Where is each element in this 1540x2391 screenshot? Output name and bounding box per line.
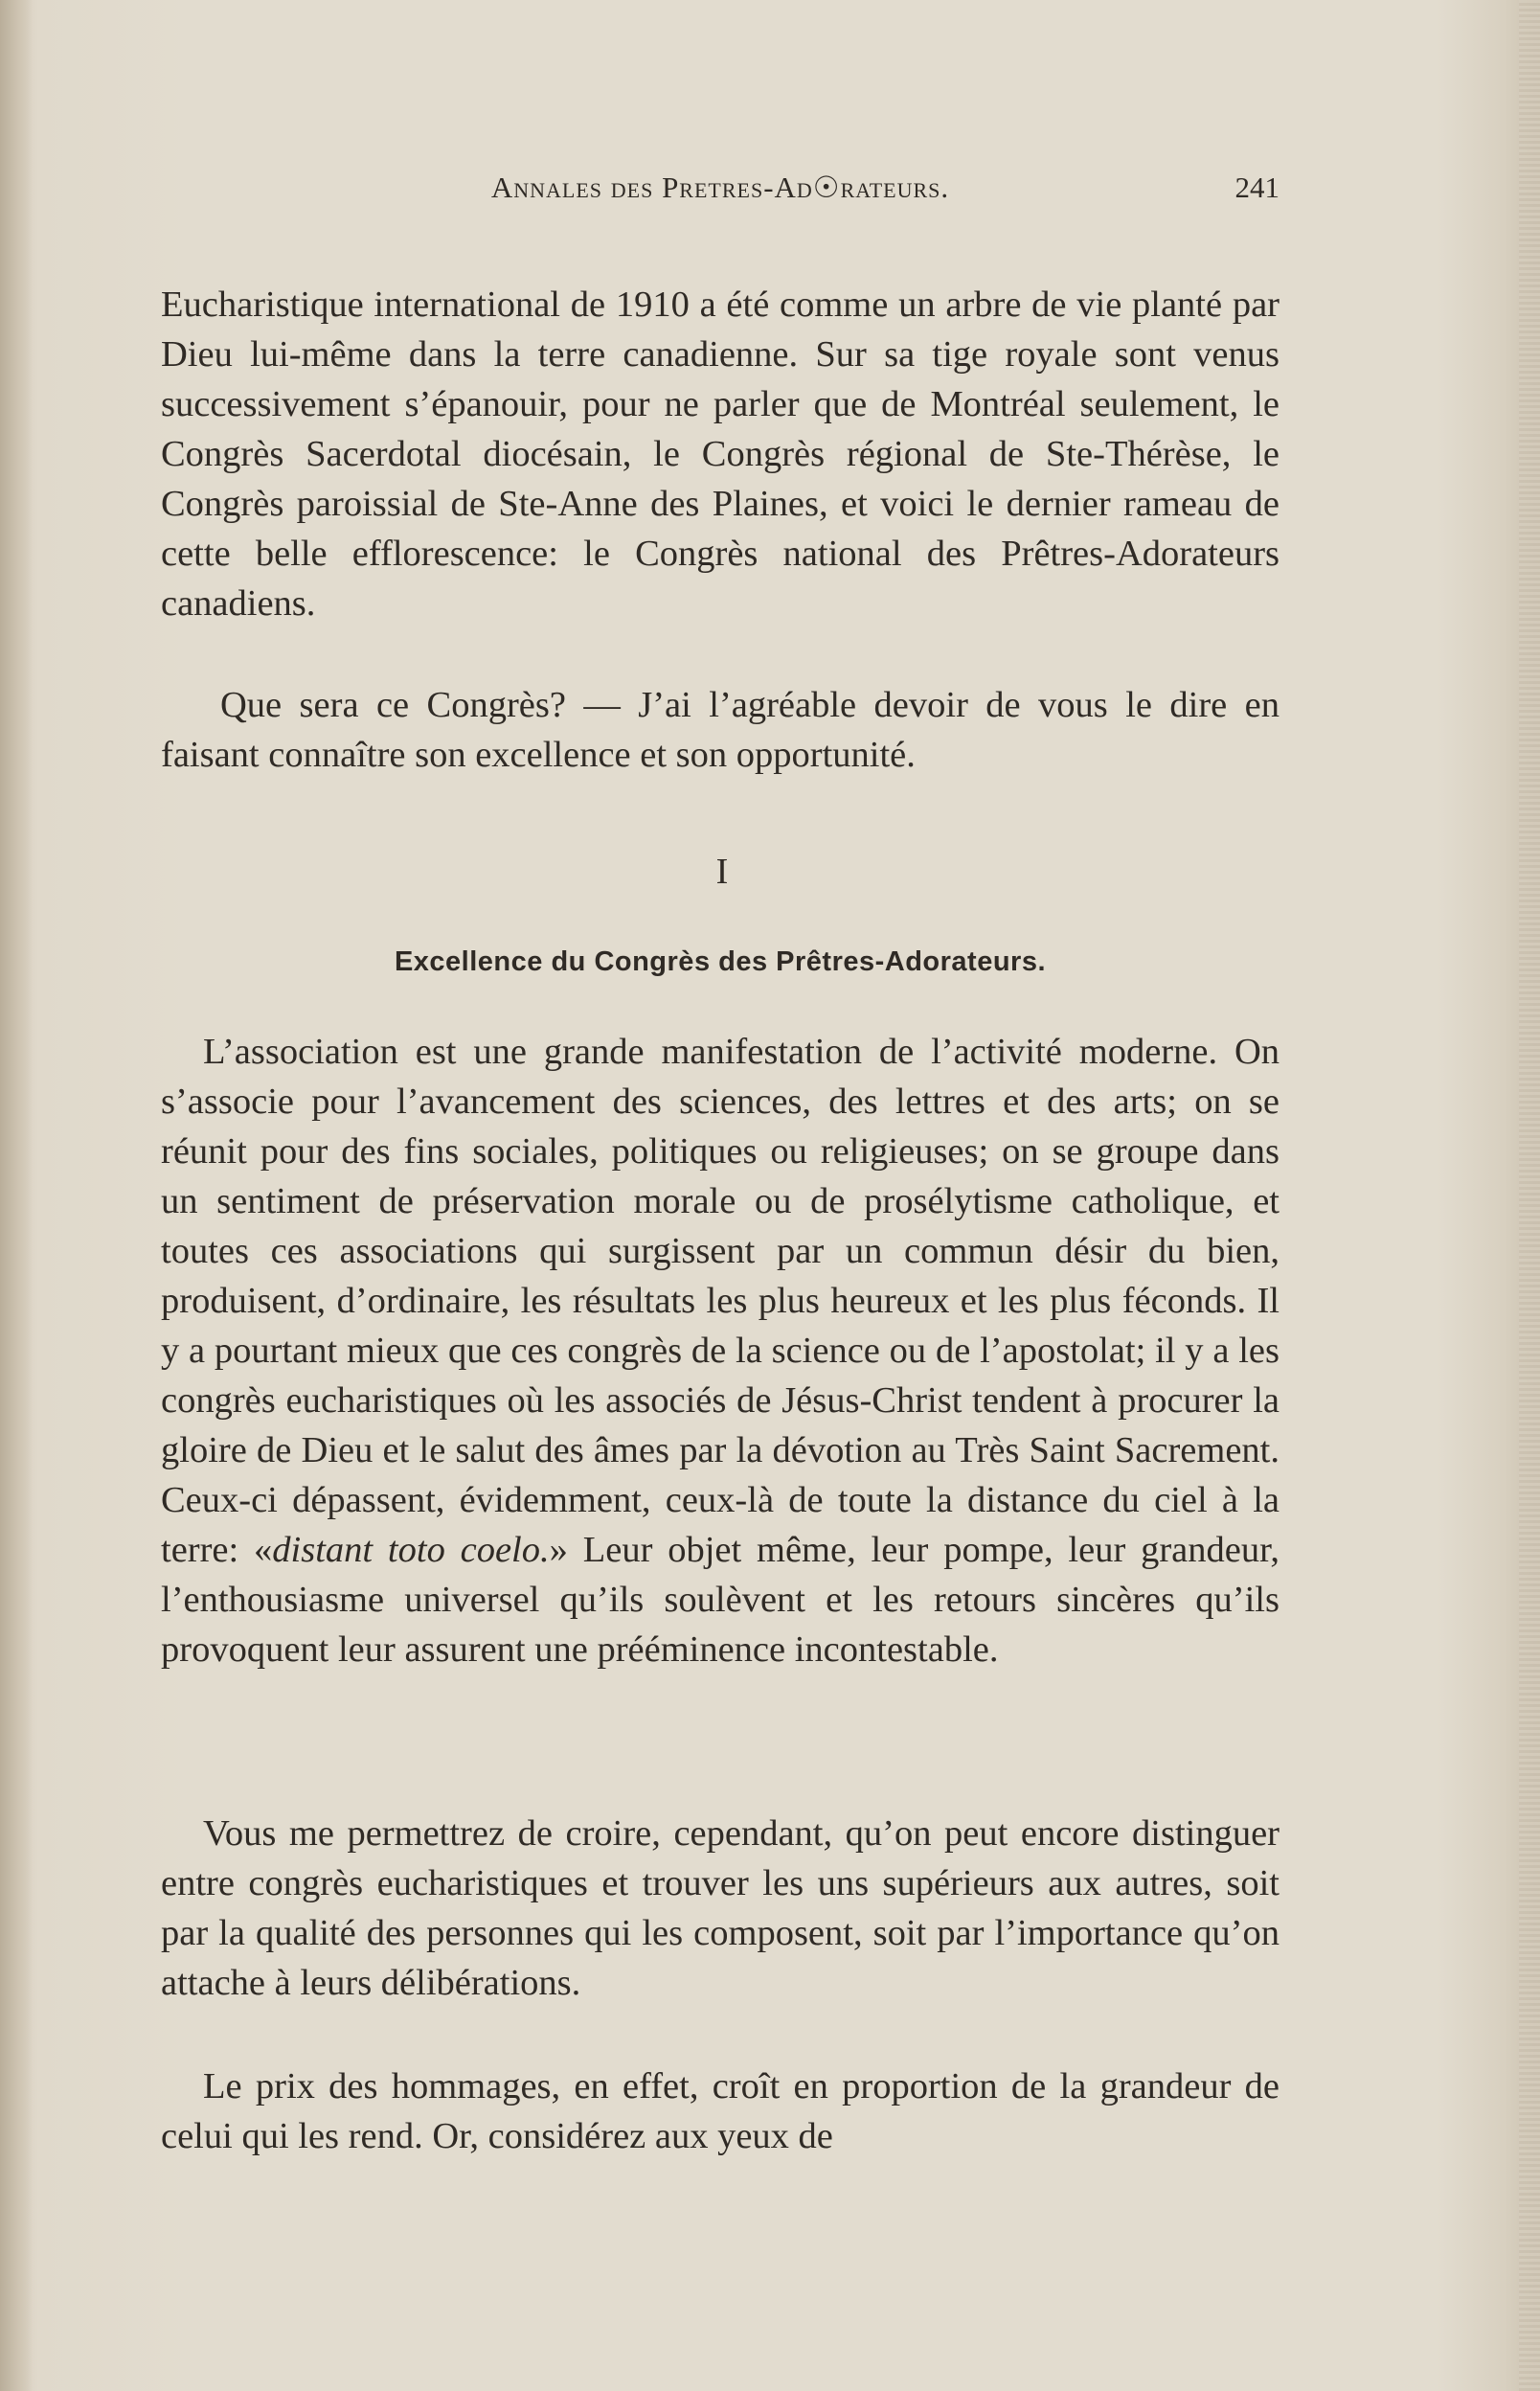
page-number: 241 — [1234, 171, 1280, 204]
paragraph-3-text-a: L’association est une grande manifestation de l’activité moderne. On s’associe pour l’avancement des sciences, des lettres et des arts; on se réunit pour des fins sociales, politiques ou religieuses; on se groupe dans un sentiment de préservation morale ou de prosélytisme catholique, et toutes ces associations qui surgissent par un commun désir du bien, produisent, d’ordinaire, les résultats les plus heureux et les plus féconds. Il y a pourtant mieux que ces congrès de la science ou de l’apostolat; il y a les congrès eucharistiques où les associés de Jésus-Christ tendent à procurer la gloire de Dieu et le salut des âmes par la dévotion au Très Saint Sacrement. Ceux-ci dépassent, évidemment, ceux-là de toute la distance du ciel à la terre: « — [161, 1032, 1280, 1570]
paragraph-2: Que sera ce Congrès? — J’ai l’agréable devoir de vous le dire en faisant connaître son excellence et son opportunité. — [161, 685, 1280, 775]
paragraph-5: Le prix des hommages, en effet, croît en proportion de la grandeur de celui qui les rend. Or, considérez aux yeux de — [161, 2066, 1280, 2156]
running-title: Annales des Pretres-Ad☉rateurs. — [490, 171, 950, 204]
paragraph-3 — [161, 1027, 1280, 1674]
page-header — [161, 171, 1280, 209]
paragraph-1: Eucharistique international de 1910 a été comme un arbre de vie planté par Dieu lui-même dans la terre canadienne. Sur sa tige royale sont venus successivement s’épanouir, pour ne parler que de Montréal seulement, le Congrès Sacerdotal diocésain, le Congrès régional de Ste-Thérèse, le Congrès paroissial de Ste-Anne des Plaines, et voici le dernier rameau de cette belle efflorescence: le Congrès national des Prêtres-Adorateurs canadiens. — [161, 285, 1280, 624]
paragraph-4: Vous me permettrez de croire, cependant, qu’on peut encore distinguer entre congrès eucharistiques et trouver les uns supérieurs aux autres, soit par la qualité des personnes qui les composent, soit par l’importance qu’on attache à leurs délibérations. — [161, 1813, 1280, 2003]
latin-quote: distant toto coelo. — [272, 1530, 550, 1570]
section-numeral: I — [715, 852, 729, 892]
paragraph-3-text-b: » Leur objet même, leur pompe, leur grandeur, l’enthousiasme universel qu’ils soulèvent et les retours sincères qu’ils provoquent leur assurent une prééminence incontestable. — [161, 1530, 1280, 1670]
book-binding-edge — [0, 0, 33, 2391]
section-heading: Excellence du Congrès des Prêtres-Adorateurs. — [394, 946, 1047, 977]
page-fore-edge — [1519, 0, 1540, 2391]
